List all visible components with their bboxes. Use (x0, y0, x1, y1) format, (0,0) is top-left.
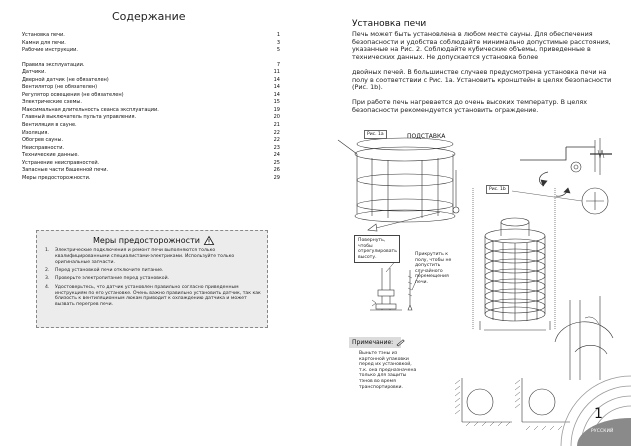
installation-title: Установка печи (352, 19, 427, 29)
pencil-icon (396, 339, 405, 346)
toc-entry-label: Вентиляция в сауне. (22, 122, 77, 129)
toc-entry-label: Изоляция. (22, 129, 49, 136)
precaution-text: Перед установкой печи отключите питание. (55, 267, 164, 273)
callout-floor: Прикрутить к полу, чтобы не допустить случайного перемещения печи. (415, 252, 452, 285)
toc-entry-label: Регулятор освещения (не обязателен) (22, 91, 124, 98)
toc-entry-page: 14 (273, 91, 280, 98)
toc-entry-page: 3 (276, 39, 280, 46)
precaution-number: 4. (45, 284, 50, 290)
precaution-text: Электрические подключения и ремонт печи выполняются только квалифицированными специалистами-электриками. Используйте только оригинальные запчасти. (55, 248, 235, 265)
toc-entry-label: Камни для печи. (22, 39, 66, 46)
toc-entry-label: Запасные части башенной печи. (22, 167, 109, 174)
toc-entry-page: 19 (273, 106, 280, 113)
toc-entry-page: 22 (273, 137, 280, 144)
installation-paragraph-2: двойных печей. В большинстве случаев предусмотрена установка печи на полу в соответствии с Рис. 1а. Установить кронштейн в целях безопасности (Рис. 1b). (352, 68, 612, 92)
figure-1a-label: Рис. 1а (364, 130, 387, 139)
installation-paragraph-3: При работе печь нагревается до очень высоких температур. В целях безопасности рекомендуется установить ограждение. (352, 98, 588, 114)
toc-entry-label: Вентилятор (не обязателен) (22, 84, 98, 91)
precaution-text: Удостоверьтесь, что датчик установлен правильно согласно приведенным инструкциям по его установке. Очень важно правильно установить датчик, так как близость к вентиляционным люкам приводит к охлаждению датчика и может вызвать перегрев печи. (55, 284, 261, 308)
precautions-title-text: Меры предосторожности (93, 236, 200, 245)
precaution-number: 3. (45, 276, 50, 282)
toc-entry-page: 11 (273, 69, 280, 76)
toc-entry-page: 15 (273, 99, 280, 106)
toc-entry-page: 23 (273, 144, 280, 151)
toc-entry-label: Правила эксплуатации. (22, 61, 85, 68)
toc-entry-label: Рабочие инструкции. (22, 47, 78, 54)
precaution-number: 2. (45, 267, 50, 273)
clearance-detail-right (515, 378, 570, 430)
stand-label: ПОДСТАВКА (407, 133, 446, 140)
toc-entry-page: 24 (273, 152, 280, 159)
toc-title: Содержание (112, 10, 186, 23)
bracket-drawing (512, 138, 612, 214)
adjustable-foot-drawing (370, 268, 412, 310)
toc-entry-label: Устранение неисправностей. (22, 159, 100, 166)
toc-entry-label: Электрические схемы. (22, 99, 82, 106)
tower-heater-drawing (480, 218, 550, 330)
toc-entry-label: Максимальная длительность сеанса эксплуатации. (22, 106, 159, 113)
installation-paragraph-1: Печь может быть установлена в любом месте сауны. Для обеспечения безопасности и удобства соблюдайте минимально допустимые расстояния, указанные на Рис. 2. Соблюдайте кубические объемы, приведенные в технических данных. Не допускается установка более (352, 30, 611, 61)
toc-entry-page: 1 (276, 32, 280, 38)
toc-entry-page: 26 (273, 167, 280, 174)
stand-drawing (338, 138, 455, 222)
toc-entry-page: 7 (276, 61, 280, 68)
toc-entry-label: Обогрев сауны. (22, 137, 64, 144)
toc-entry-page: 14 (273, 76, 280, 83)
toc-entry-label: Установка печи. (22, 32, 65, 38)
language-tab (573, 421, 631, 446)
callout-rotate: Повернуть, чтобы отрегулировать высоту. (354, 235, 400, 263)
language-label: РУССКИЙ (591, 429, 614, 434)
figure-1b-label: Рис. 1b (486, 185, 509, 194)
precaution-number: 1. (45, 248, 50, 253)
toc-entry-label: Неисправности. (22, 144, 65, 151)
clearance-detail-left (455, 378, 512, 426)
toc-entry-page: 21 (273, 122, 280, 129)
note-box (349, 337, 419, 394)
toc-entry-page: 20 (273, 114, 280, 121)
toc-entry-page: 25 (273, 159, 280, 166)
note-header (349, 337, 401, 348)
wall-mount-detail (555, 296, 613, 380)
note-text: Выньте тэны из картонной упаковки перед их установкой, т.к. она предназначена только для защиты тэнов во время транспортировки. (359, 351, 417, 390)
toc-entry-label: Меры предосторожности. (22, 174, 91, 181)
toc-entry-page: 14 (273, 84, 280, 91)
toc-entry-label: Датчики. (22, 69, 46, 76)
toc-entry-page: 22 (273, 129, 280, 136)
note-title: Примечание: (352, 339, 394, 346)
page-number: 1 (594, 406, 603, 422)
toc-entry-label: Технические данные. (22, 152, 79, 159)
toc-entry-page: 5 (276, 47, 280, 54)
toc-entry-label: Дверной датчик (не обязателен) (22, 76, 109, 83)
toc-entry-label: Главный выключатель пульта управления. (22, 114, 137, 121)
precaution-text: Проверьте электропитание перед установкой. (55, 276, 170, 282)
toc-entry-page: 29 (273, 174, 280, 181)
